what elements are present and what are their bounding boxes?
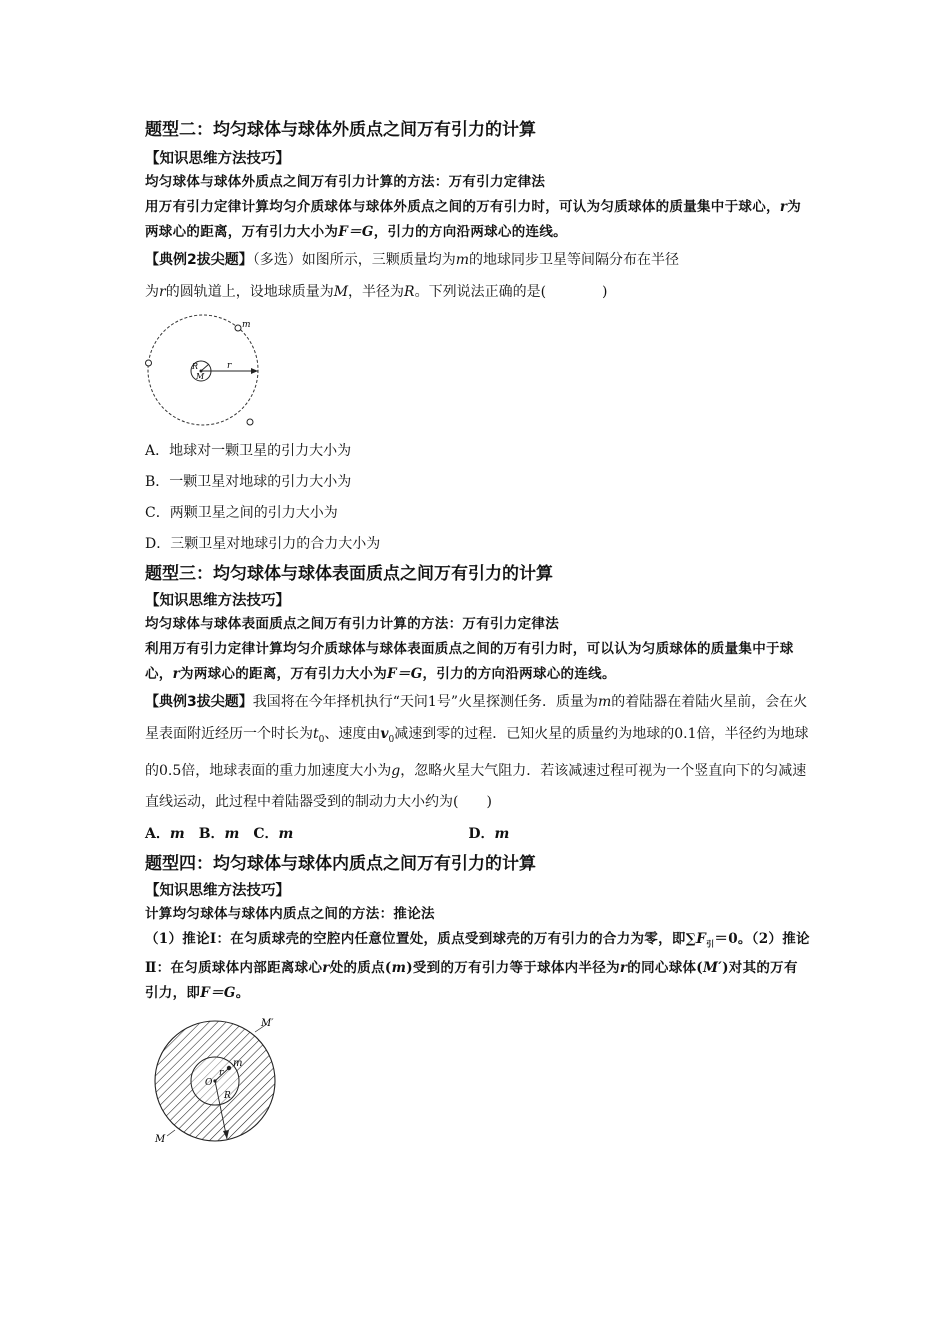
label-M-prime: M′ — [261, 1018, 274, 1030]
label-r: r — [219, 1068, 224, 1079]
option-b: B．一颗卫星对地球的引力大小为 — [145, 474, 352, 490]
method-line: 均匀球体与球体外质点之间万有引力计算的方法：万有引力定律法 — [145, 174, 546, 190]
label-r: r — [227, 361, 232, 371]
example-question: 【典例2拔尖题】（多选）如图所示，三颗质量均为m的地球同步卫星等间隔分布在半径 为r的圆轨道上，设地球质量为M，半径为R。下列说法正确的是( ) — [145, 252, 680, 300]
option-a: A．地球对一颗卫星的引力大小为 — [145, 443, 352, 459]
label-m: m — [233, 1058, 243, 1070]
label-M: M — [155, 1134, 166, 1146]
label-m: m — [242, 320, 251, 330]
option-d: D．三颗卫星对地球引力的合力大小为 — [145, 536, 381, 552]
sphere-diagram — [145, 1018, 285, 1146]
document-page — [145, 118, 810, 1146]
section-heading: 题型三：均匀球体与球体表面质点之间万有引力的计算 — [145, 564, 553, 584]
label-R: R — [224, 1091, 231, 1102]
option-c: C．两颗卫星之间的引力大小为 — [145, 505, 338, 521]
explanation-paragraph: 利用万有引力定律计算均匀介质球体与球体表面质点之间的万有引力时，可以认为匀质球体的质量集中于球心，r为两球心的距离，万有引力大小为F＝G，引力的方向沿两球心的连线。 — [145, 641, 794, 682]
section-heading: 题型四：均匀球体与球体内质点之间万有引力的计算 — [145, 853, 536, 874]
method-line: 均匀球体与球体表面质点之间万有引力计算的方法：万有引力定律法 — [145, 616, 559, 632]
knowledge-tag: 【知识思维方法技巧】 — [145, 151, 290, 167]
explanation-paragraph: （1）推论Ⅰ：在匀质球壳的空腔内任意位置处，质点受到球壳的万有引力的合力为零，即$\sum F_引=0$。（2）推论Ⅱ：在匀质球体内部距离球心r处的质点(m)受到的万有引力等于球体内半径为r的同心球体(M′)对其的万有引力，即F＝G。 — [145, 930, 810, 1002]
explanation-paragraph: 用万有引力定律计算均匀介质球体与球体外质点之间的万有引力时，可认为匀质球体的质量集中于球心，r为两球心的距离，万有引力大小为F＝G，引力的方向沿两球心的连线。 — [145, 199, 802, 240]
knowledge-tag: 【知识思维方法技巧】 — [145, 882, 290, 899]
method-line: 计算均匀球体与球体内质点之间的方法：推论法 — [145, 905, 435, 922]
label-R: R — [192, 362, 199, 371]
knowledge-tag: 【知识思维方法技巧】 — [145, 593, 290, 609]
answer-options: A．m B．m C．m D．m — [145, 825, 510, 842]
label-M: M — [196, 372, 205, 381]
orbit-diagram — [145, 312, 275, 430]
section-heading: 题型二：均匀球体与球体外质点之间万有引力的计算 — [145, 120, 536, 140]
example-question: 【典例3拔尖题】我国将在今年择机执行“天问1号”火星探测任务．质量为m的着陆器在着陆火星前，会在火星表面附近经历一个时长为$t_0$、速度由$v_0$减速到零的过程．已知火星的质量约为地球的0.1倍，半径约为地球的0.5倍，地球表面的重力加速度大小为g，忽略火星大气阻力．若该减速过程可视为一个竖直向下的匀减速直线运动，此过程中着陆器受到的制动力大小约为( ) — [145, 694, 809, 811]
label-O: O — [205, 1078, 213, 1089]
